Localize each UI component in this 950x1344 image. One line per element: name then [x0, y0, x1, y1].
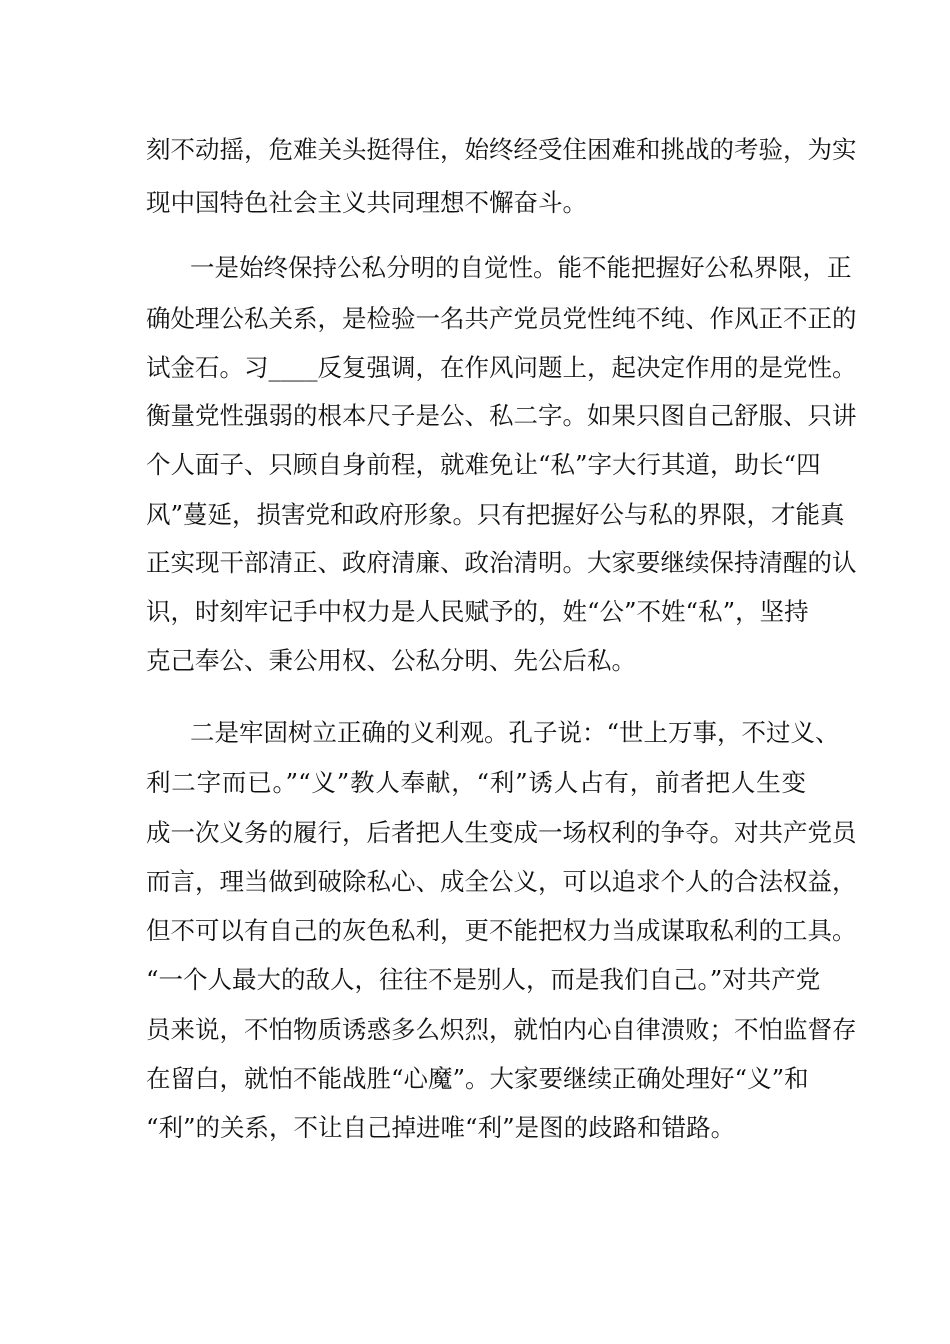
text-line: 二是牢固树立正确的义利观。孔子说：“世上万事，不过义、	[190, 718, 840, 747]
text-line: 确处理公私关系，是检验一名共产党员党性纯不纯、作风正不正的	[146, 304, 857, 333]
text-line: “一个人最大的敌人，往往不是别人，而是我们自己。”对共产党	[146, 965, 821, 994]
text-line: 衡量党性强弱的根本尺子是公、私二字。如果只图自己舒服、只讲	[146, 401, 857, 430]
text-line: 在留白，就怕不能战胜“心魔”。大家要继续正确处理好“义”和	[146, 1064, 809, 1093]
text-line: 克己奉公、秉公用权、公私分明、先公后私。	[146, 646, 636, 675]
text-line: 风”蔓延，损害党和政府形象。只有把握好公与私的界限，才能真	[146, 500, 845, 529]
text-line: 而言，理当做到破除私心、成全公义，可以追求个人的合法权益，	[146, 867, 857, 896]
text-line: 利二字而已。”“义”教人奉献，“利”诱人占有，前者把人生变	[146, 768, 806, 797]
text-line: 一是始终保持公私分明的自觉性。能不能把握好公私界限，正	[190, 253, 852, 282]
text-line: 试金石。习____反复强调，在作风问题上，起决定作用的是党性。	[146, 353, 857, 382]
text-line: 但不可以有自己的灰色私利，更不能把权力当成谋取私利的工具。	[146, 916, 857, 945]
text-line: 个人面子、只顾自身前程，就难免让“私”字大行其道，助长“四	[146, 450, 821, 479]
text-line: 刻不动摇，危难关头挺得住，始终经受住困难和挑战的考验，为实	[146, 135, 857, 164]
text-line: 员来说，不怕物质诱惑多么炽烈，就怕内心自律溃败；不怕监督存	[146, 1015, 857, 1044]
text-line: 成一次义务的履行，后者把人生变成一场权利的争夺。对共产党员	[146, 818, 857, 847]
text-line: 正实现干部清正、政府清廉、政治清明。大家要继续保持清醒的认	[146, 548, 857, 577]
text-line: “利”的关系，不让自己掉进唯“利”是图的歧路和错路。	[146, 1113, 736, 1142]
text-line: 现中国特色社会主义共同理想不懈奋斗。	[146, 188, 587, 217]
text-line: 识，时刻牢记手中权力是人民赋予的，姓“公”不姓“私”，坚持	[146, 597, 809, 626]
